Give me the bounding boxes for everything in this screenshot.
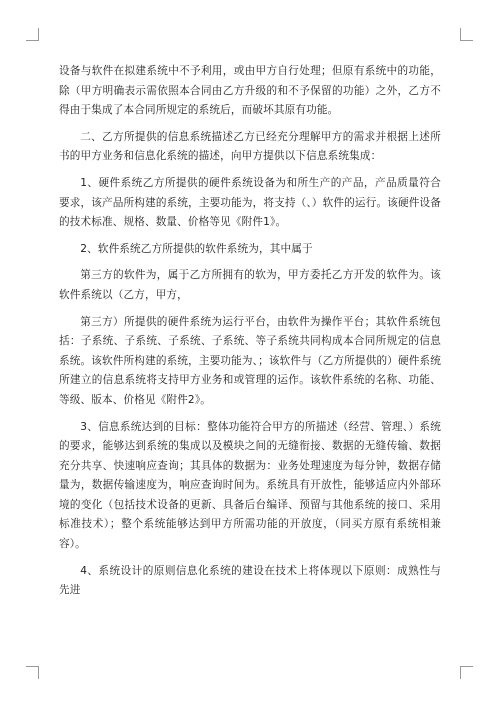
crop-mark-bottom-right <box>460 666 473 679</box>
paragraph-third-party-software: 第三方的软件为，属于乙方所拥有的软为，甲方委托乙方开发的软件为。该软件系统以（乙方，甲方， <box>59 269 441 301</box>
paragraph-hardware-system: 1、硬件系统乙方所提供的硬件系统设备为和所生产的产品，产品质量符合要求，该产品所构建的系统，主要功能为，将支持（、）软件的运行。该硬件设备的技术标准、规格、数量、价格等见《附件1》。 <box>59 176 441 229</box>
paragraph-software-system: 2、软件系统乙方所提供的软件系统为，其中属于 <box>80 242 313 255</box>
paragraph-system-goals: 3、信息系统达到的目标：整体功能符合甲方的所描述（经营、管理、）系统的要求，能够达到系统的集成以及模块之间的无缝衔接、数据的无缝传输、数据充分共享、快速响应查询；其具体的数据为：业务处理速度为每分钟，数据存储量为，数据传输速度为，响应查询时间为。系统具有开放性，能够适应内外部环境的变化（包括技术设备的更新、具备后台编译、预留与其他系统的接口、采用标准技术）；整个系统能够达到甲方所需功能的开放度，（同买方原有系统相兼容）。 <box>59 420 441 551</box>
paragraph-design-principles: 4、系统设计的原则信息化系统的建设在技术上将体现以下原则：成熟性与先进 <box>59 564 441 597</box>
crop-mark-top-left <box>26 28 39 41</box>
crop-mark-top-right <box>460 28 473 41</box>
paragraph-section-2: 二、乙方所提供的信息系统描述乙方已经充分理解甲方的需求并根据上述所书的甲方业务和信息化系统的描述，向甲方提供以下信息系统集成： <box>59 130 441 163</box>
crop-mark-bottom-left <box>26 666 39 679</box>
document-body <box>59 62 441 608</box>
paragraph-platform: 第三方）所提供的硬件系统为运行平台，由软件为操作平台；其软件系统包括：子系统、子系统、子系统、子系统、等子系统共同构成本合同所规定的信息系统。该软件所构建的系统，主要功能为、；该软件与（乙方所提供的）硬件系统所建立的信息系统将支持甲方业务和或管理的运作。该软件系统的名称、功能、等级、版本、价格见《附件2》。 <box>59 315 441 406</box>
paragraph-continuation: 设备与软件在拟建系统中不予利用，或由甲方自行处理；但原有系统中的功能，除（甲方明确表示需依照本合同由乙方升级的和不予保留的功能）之外，乙方不得由于集成了本合同所规定的系统后，而破坏其原有功能。 <box>59 65 441 117</box>
